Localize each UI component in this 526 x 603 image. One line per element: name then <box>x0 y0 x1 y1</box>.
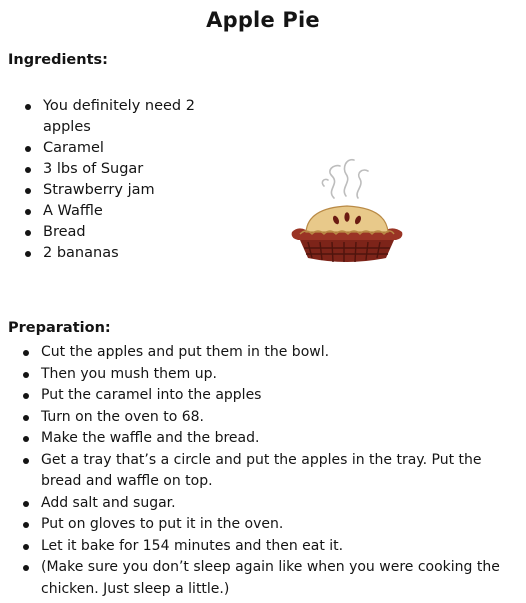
step-item: Get a tray that’s a circle and put the apples in the tray. Put the bread and waffle on top. <box>23 450 501 493</box>
step-item: Let it bake for 154 minutes and then eat it. <box>23 536 501 558</box>
preparation-heading: Preparation: <box>8 320 111 336</box>
step-item: Cut the apples and put them in the bowl. <box>23 342 501 364</box>
page-title: Apple Pie <box>206 8 320 32</box>
steam-icon <box>322 160 368 198</box>
ingredient-item: Strawberry jam <box>25 180 210 201</box>
step-item: Put the caramel into the apples <box>23 385 501 407</box>
ingredient-item: You definitely need 2 apples <box>25 96 210 138</box>
apple-pie-icon <box>284 146 410 268</box>
step-item: Put on gloves to put it in the oven. <box>23 514 501 536</box>
ingredient-item: 2 bananas <box>25 243 210 264</box>
step-item: Add salt and sugar. <box>23 493 501 515</box>
step-item: (Make sure you don’t sleep again like when you were cooking the chicken. Just sleep a little.) <box>23 557 501 600</box>
ingredients-heading: Ingredients: <box>8 52 108 68</box>
step-item: Make the waffle and the bread. <box>23 428 501 450</box>
ingredient-item: Caramel <box>25 138 210 159</box>
ingredients-list <box>25 96 210 264</box>
preparation-steps <box>23 342 501 600</box>
ingredient-item: 3 lbs of Sugar <box>25 159 210 180</box>
ingredient-item: A Waffle <box>25 201 210 222</box>
step-item: Turn on the oven to 68. <box>23 407 501 429</box>
step-item: Then you mush them up. <box>23 364 501 386</box>
ingredient-item: Bread <box>25 222 210 243</box>
